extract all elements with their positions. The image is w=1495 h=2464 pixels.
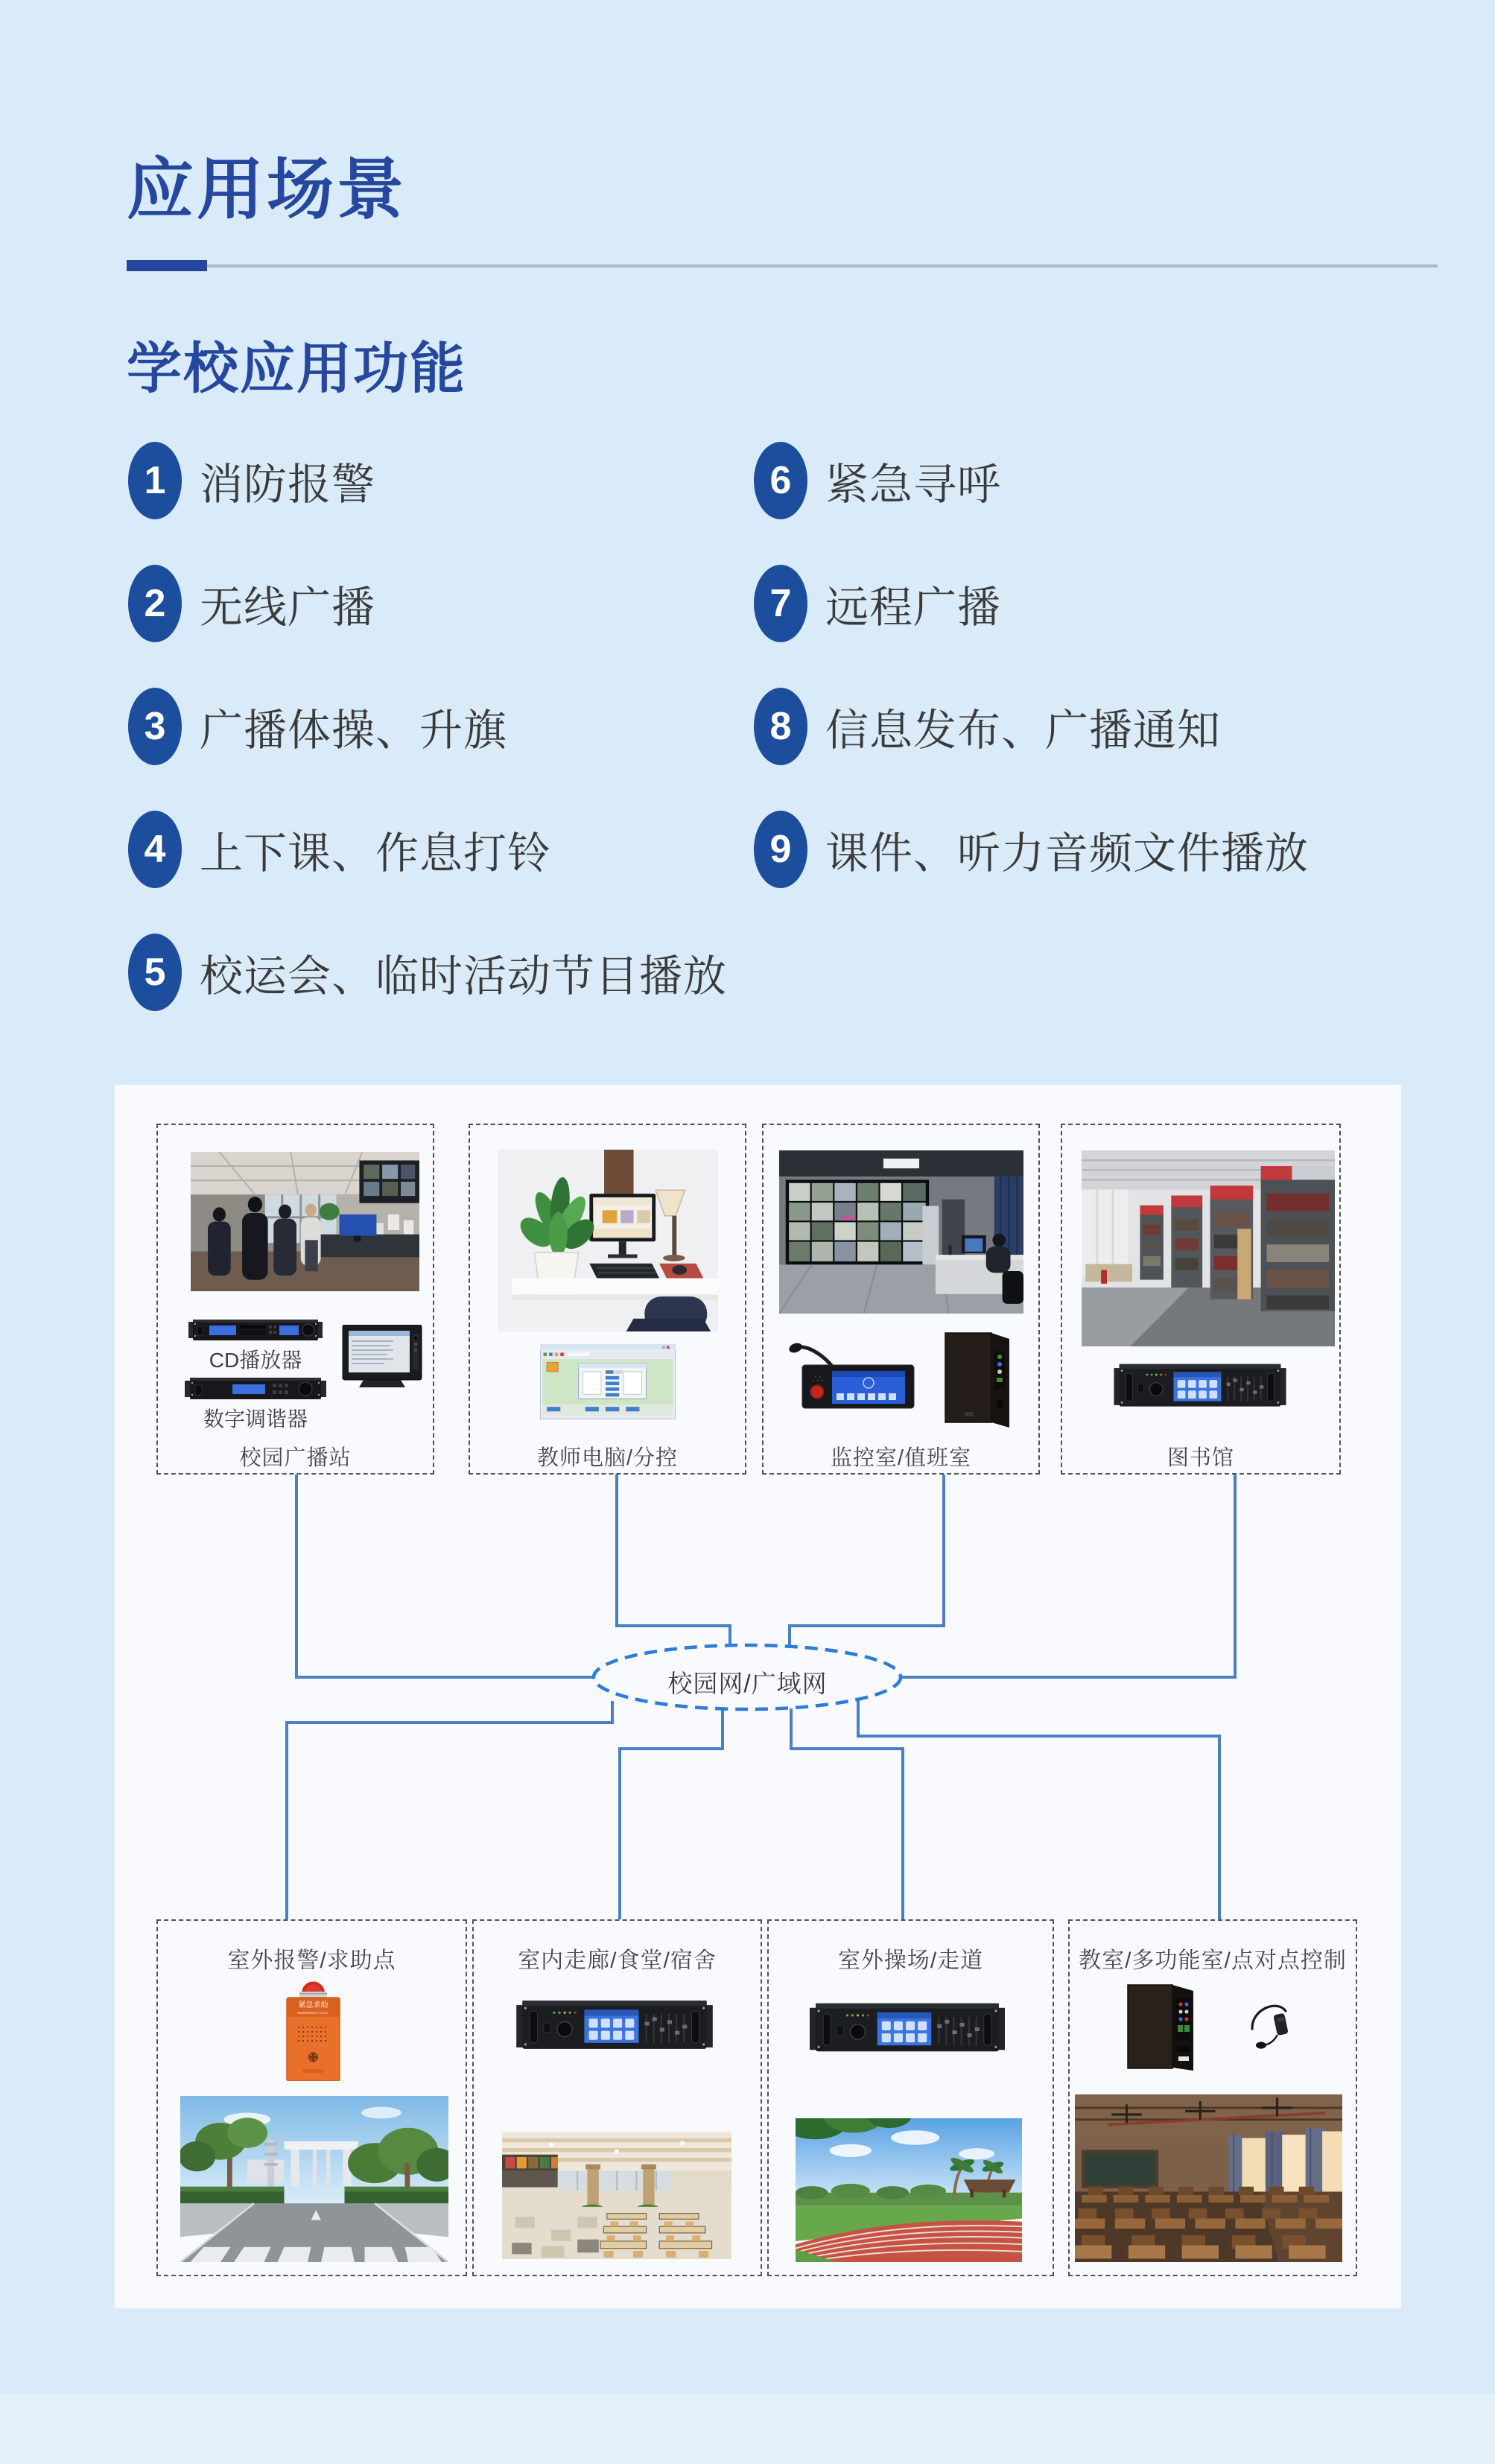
library-photo [1082,1150,1335,1346]
feature-label: 远程广播 [825,583,1002,632]
classroom-photo [1075,2094,1342,2262]
title-underline-rule [207,265,1438,267]
feature-item [128,565,375,642]
feature-item [128,811,551,888]
teacher-desk-photo [498,1150,718,1331]
feature-item [754,565,1001,642]
device-text-en: EMERGENCY CALL [297,2011,329,2015]
feature-label: 广播体操、升旗 [200,706,508,755]
connector-line [721,1708,724,1750]
connector-line [901,1676,1237,1679]
feature-label: 上下课、作息打铃 [200,829,552,878]
network-hub-label: 校园网/广域网 [667,1670,828,1697]
feature-number-badge: 5 [128,934,182,1011]
node-label: 室内走廊/食堂/宿舍 [518,1948,717,1973]
connector-line [788,1624,945,1627]
feature-number-badge: 9 [754,811,807,888]
feature-number-badge: 7 [754,565,807,642]
connector-line [285,1721,614,1724]
network-amplifier-device [516,1999,713,2053]
canteen-photo [502,2132,731,2259]
feature-number-badge: 1 [128,442,182,519]
node-playground [767,1919,1054,2276]
running-track-photo [796,2118,1022,2262]
section-heading: 学校应用功能 [127,338,466,399]
node-label: 教师电脑/分控 [536,1446,679,1470]
feature-item [128,688,507,765]
network-hub [591,1642,904,1713]
device-label: CD播放器 [209,1349,302,1372]
cd-player-device [188,1319,323,1341]
device-label: 数字调谐器 [203,1407,308,1431]
node-indoor-corridor [472,1919,762,2276]
feature-label: 课件、听力音频文件播放 [825,829,1310,878]
feature-item [128,442,375,519]
digital-tuner-device [185,1377,326,1400]
connector-line [295,1676,594,1679]
connector-line [285,1721,288,1919]
control-software-screenshot [540,1344,676,1419]
monitor-device [341,1325,423,1387]
wall-speaker-device [1126,1982,1196,2071]
node-label: 图书馆 [1167,1446,1234,1470]
device-text-cn: 紧急求助 [298,2001,328,2009]
node-label: 室外报警/求助点 [227,1948,396,1973]
feature-item [128,934,727,1011]
campus-road-photo [180,2096,448,2262]
feature-label: 无线广播 [200,583,376,632]
node-label: 校园广播站 [239,1446,352,1470]
connector-line [901,1747,904,1919]
node-label: 教室/多功能室/点对点控制 [1079,1948,1347,1973]
footer-strip [0,2394,1495,2464]
node-teacher-pc [469,1124,746,1475]
feature-number-badge: 3 [128,688,182,765]
connector-line [942,1475,945,1627]
feature-number-badge: 2 [128,565,182,642]
feature-label: 紧急寻呼 [825,460,1002,509]
connector-line [1218,1735,1221,1919]
network-amplifier-device [810,2001,1005,2057]
node-library [1061,1124,1341,1475]
node-broadcast-station [156,1124,434,1475]
paging-microphone-device [787,1338,924,1411]
emergency-call-box-device [285,1974,341,2081]
feature-item [754,442,1001,519]
speaker-device [942,1328,1012,1428]
connector-line [790,1708,793,1750]
node-label: 室外操场/走道 [837,1948,984,1973]
connector-line [615,1475,618,1627]
node-outdoor-alarm [156,1919,467,2276]
connector-line [618,1747,724,1750]
feature-item [754,811,1309,888]
node-label: 监控室/值班室 [830,1446,972,1470]
connector-line [857,1735,1221,1738]
feature-label: 消防报警 [200,460,376,509]
connector-line [618,1747,621,1919]
feature-number-badge: 8 [754,688,807,765]
node-monitoring-room [762,1124,1040,1475]
feature-number-badge: 4 [128,811,182,888]
page-title: 应用场景 [127,153,407,227]
feature-label: 校运会、临时活动节目播放 [200,952,728,1001]
feature-number-badge: 6 [754,442,807,519]
connector-line [615,1624,731,1627]
control-room-photo [191,1152,419,1291]
connector-line [295,1475,298,1679]
connector-line [1234,1475,1237,1679]
title-underline-accent [127,260,207,271]
monitoring-room-photo [779,1150,1023,1314]
feature-label: 信息发布、广播通知 [825,706,1222,755]
connector-line [790,1747,904,1750]
feature-item [754,688,1221,765]
node-classroom [1068,1919,1357,2276]
network-amplifier-device [1105,1363,1295,1410]
headset-microphone-device [1247,1999,1291,2050]
